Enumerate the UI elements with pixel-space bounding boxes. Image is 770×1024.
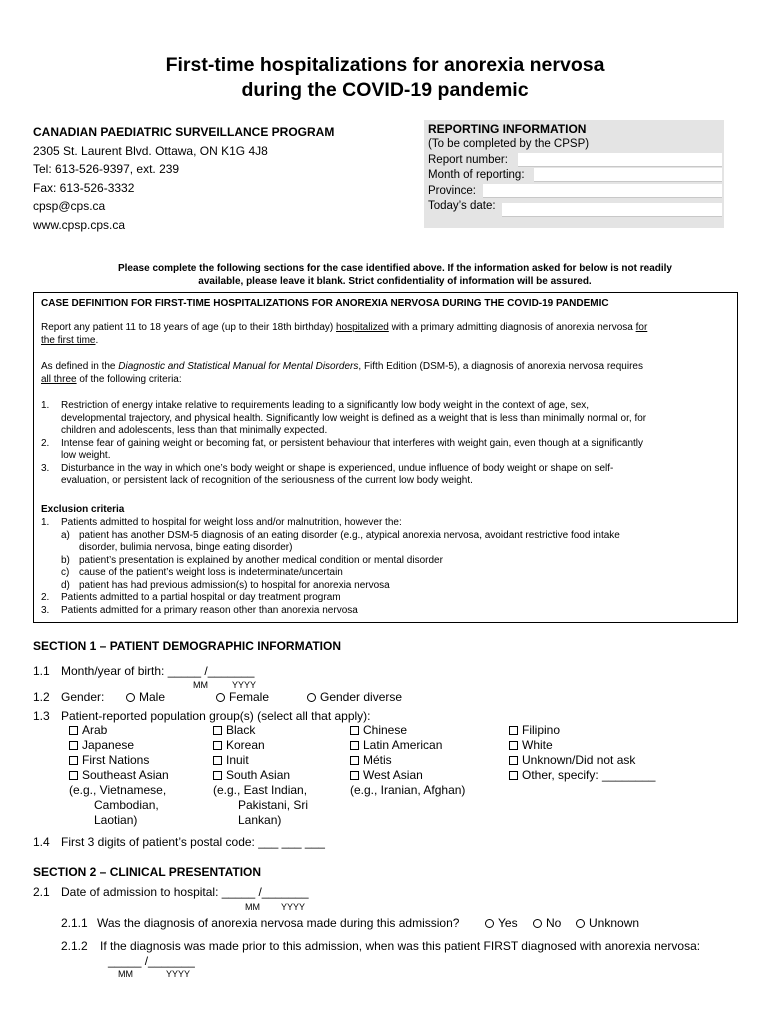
- option-label: Unknown/Did not ask: [522, 753, 636, 767]
- exclusion-1: [41, 517, 731, 530]
- section2-heading: SECTION 2 – CLINICAL PRESENTATION: [33, 865, 262, 879]
- exclusion-1b: [41, 555, 731, 568]
- exclusion-1a: [41, 530, 731, 555]
- q212-date-field[interactable]: _____ /_______: [108, 954, 195, 968]
- option-southeast-asian[interactable]: [69, 768, 169, 783]
- criterion-number: 1.: [41, 400, 50, 411]
- gender-option-male[interactable]: [126, 690, 165, 705]
- sub-text: patient has had previous admission(s) to hospital for anorexia nervosa: [79, 579, 390, 591]
- gender-option-diverse[interactable]: [307, 690, 402, 705]
- col1-note-3: Laotian): [94, 813, 138, 827]
- q21-yyyy-label: YYYY: [281, 902, 306, 912]
- q12-number: 1.2: [33, 690, 50, 704]
- option-latin-american[interactable]: [350, 738, 465, 753]
- population-col-3: [350, 723, 465, 798]
- page-title: [0, 53, 770, 103]
- checkbox-icon[interactable]: [509, 726, 518, 735]
- option-label: Inuit: [226, 753, 249, 767]
- option-label: Latin American: [363, 738, 443, 752]
- criterion-number: 2.: [41, 437, 50, 449]
- p1-for: for: [635, 322, 648, 333]
- org-email: cpsp@cps.ca: [33, 199, 106, 213]
- criterion-line: children and adolescents, less than that minimally expected.: [61, 425, 328, 436]
- checkbox-icon[interactable]: [509, 741, 518, 750]
- q13-number: 1.3: [33, 709, 50, 723]
- q211-label: Was the diagnosis of anorexia nervosa made during this admission?: [97, 916, 460, 930]
- checkbox-icon[interactable]: [509, 771, 518, 780]
- criterion-line: evaluation, or persistent lack of recognition of the seriousness of the current low body weight.: [61, 475, 473, 486]
- case-definition-heading: CASE DEFINITION FOR FIRST-TIME HOSPITALIZATIONS FOR ANOREXIA NERVOSA DURING THE COVID-19 PANDEMIC: [41, 298, 609, 309]
- q14-postal-field[interactable]: First 3 digits of patient’s postal code: ___ ___ ___: [61, 835, 325, 849]
- criterion-line: developmental trajectory, and physical health. Significantly low weight is defined as a weight that is less than minimally normal or, for: [61, 412, 647, 424]
- sub-label: a): [61, 529, 70, 541]
- checkbox-icon[interactable]: [213, 756, 222, 765]
- case-definition-paragraph-2: [41, 361, 731, 386]
- option-japanese[interactable]: [69, 738, 169, 753]
- title-line-1: First-time hospitalizations for anorexia nervosa: [165, 54, 605, 76]
- option-label: Filipino: [522, 723, 561, 737]
- option-chinese[interactable]: [350, 723, 465, 738]
- p1-first-time: the first time: [41, 334, 96, 346]
- p2-dsm-title: Diagnostic and Statistical Manual for Mental Disorders: [118, 361, 359, 372]
- title-line-2: during the COVID-19 pandemic: [241, 79, 529, 101]
- radio-icon[interactable]: [576, 919, 585, 928]
- option-first-nations[interactable]: [69, 753, 169, 768]
- exclusion-number: 2.: [41, 592, 50, 603]
- report-number-field[interactable]: [518, 153, 722, 167]
- checkbox-icon[interactable]: [69, 771, 78, 780]
- col1-note-1: (e.g., Vietnamese,: [69, 783, 167, 797]
- criterion-3: [41, 463, 731, 488]
- checkbox-icon[interactable]: [213, 771, 222, 780]
- q211-option-no[interactable]: [533, 916, 561, 931]
- option-unknown[interactable]: [509, 753, 655, 768]
- checkbox-icon[interactable]: [350, 741, 359, 750]
- todays-date-label: Today’s date:: [428, 200, 496, 212]
- sub-text: disorder, bulimia nervosa, binge eating disorder): [79, 542, 293, 553]
- q211-number: 2.1.1: [61, 916, 88, 930]
- org-name: CANADIAN PAEDIATRIC SURVEILLANCE PROGRAM: [33, 125, 335, 139]
- option-black[interactable]: [213, 723, 308, 738]
- p2-text-c: of the following criteria:: [76, 373, 182, 385]
- checkbox-icon[interactable]: [509, 756, 518, 765]
- option-south-asian[interactable]: [213, 768, 308, 783]
- radio-icon[interactable]: [216, 693, 225, 702]
- option-label: Yes: [498, 916, 518, 930]
- org-tel: Tel: 613-526-9397, ext. 239: [33, 162, 180, 176]
- population-col-2: [213, 723, 308, 828]
- exclusion-list: [41, 517, 731, 617]
- option-label: Male: [139, 690, 166, 704]
- criterion-line: low weight.: [61, 450, 111, 461]
- sub-text: patient’s presentation is explained by another medical condition or mental disorder: [79, 554, 443, 566]
- radio-icon[interactable]: [307, 693, 316, 702]
- todays-date-field[interactable]: [502, 203, 722, 217]
- option-white[interactable]: [509, 738, 655, 753]
- q12-label: Gender:: [61, 690, 105, 704]
- checkbox-icon[interactable]: [350, 756, 359, 765]
- p1-text-b: with a primary admitting diagnosis of anorexia nervosa: [388, 322, 636, 333]
- sub-label: b): [61, 554, 70, 566]
- exclusion-1c: [41, 567, 731, 580]
- p1-text-c: .: [95, 334, 99, 346]
- org-web: www.cpsp.cps.ca: [33, 217, 126, 232]
- sub-text: patient has another DSM-5 diagnosis of an eating disorder (e.g., atypical anorexia nervosa, avoidant restrictive food intake: [79, 529, 620, 541]
- gender-option-female[interactable]: [216, 690, 269, 705]
- checkbox-icon[interactable]: [213, 741, 222, 750]
- option-label: Gender diverse: [320, 690, 403, 704]
- p2-all-three: all three: [41, 373, 77, 385]
- criterion-line: Intense fear of gaining weight or becoming fat, or persistent behaviour that interferes with weight gain, even though at a significantly: [61, 437, 644, 449]
- checkbox-icon[interactable]: [69, 741, 78, 750]
- option-label: White: [522, 738, 553, 752]
- exclusion-text: Patients admitted to hospital for weight loss and/or malnutrition, however the:: [61, 517, 402, 528]
- p1-hospitalized: hospitalized: [336, 322, 389, 333]
- criterion-2: [41, 438, 731, 463]
- instructions-notice: [60, 262, 730, 288]
- option-label: No: [546, 916, 562, 930]
- option-west-asian[interactable]: [350, 768, 465, 783]
- q212-label: If the diagnosis was made prior to this admission, when was this patient FIRST diagnosed with anorexia nervosa:: [100, 939, 701, 953]
- col3-note-1: (e.g., Iranian, Afghan): [350, 783, 466, 797]
- q211-option-yes[interactable]: [485, 916, 518, 931]
- exclusion-text: Patients admitted for a primary reason other than anorexia nervosa: [61, 604, 358, 616]
- q211-option-unknown[interactable]: [576, 916, 639, 931]
- q21-number: 2.1: [33, 885, 50, 899]
- option-label: Female: [229, 690, 270, 704]
- criteria-list: [41, 400, 731, 488]
- notice-line-1: Please complete the following sections for the case identified above. If the information asked for below is not readily: [117, 263, 672, 274]
- q13-label: Patient-reported population group(s) (select all that apply):: [61, 709, 371, 723]
- col2-note-1: (e.g., East Indian,: [213, 783, 308, 797]
- criterion-number: 3.: [41, 462, 50, 474]
- org-fax: Fax: 613-526-3332: [33, 180, 135, 195]
- q11-number: 1.1: [33, 664, 50, 678]
- option-korean[interactable]: [213, 738, 308, 753]
- q212-number: 2.1.2: [61, 939, 88, 953]
- exclusion-number: 1.: [41, 517, 50, 528]
- sub-text: cause of the patient’s weight loss is indeterminate/uncertain: [79, 567, 343, 578]
- exclusion-1d: [41, 580, 731, 593]
- option-label: Métis: [363, 753, 392, 767]
- p1-text-a: Report any patient 11 to 18 years of age (up to their 18th birthday): [41, 322, 336, 333]
- case-definition-box: [33, 292, 738, 623]
- option-label: Arab: [82, 723, 108, 737]
- criterion-line: Disturbance in the way in which one’s body weight or shape is experienced, undue influence of body weight or shape on self-: [61, 462, 614, 474]
- reporting-note: (To be completed by the CPSP): [428, 138, 590, 150]
- col2-note-3: Lankan): [238, 813, 282, 827]
- col2-note-2: Pakistani, Sri: [238, 798, 309, 812]
- org-address: 2305 St. Laurent Blvd. Ottawa, ON K1G 4J8: [33, 143, 268, 158]
- option-label: West Asian: [363, 768, 423, 782]
- q11-mm-label: MM: [193, 680, 208, 690]
- notice-line-2: available, please leave it blank. Strict confidentiality of information will be assured.: [198, 276, 592, 287]
- criterion-line: Restriction of energy intake relative to requirements leading to a significantly low body weight in the context of age, sex,: [61, 400, 590, 411]
- section1-heading: SECTION 1 – PATIENT DEMOGRAPHIC INFORMATION: [33, 639, 342, 653]
- exclusion-number: 3.: [41, 604, 50, 616]
- checkbox-icon[interactable]: [350, 771, 359, 780]
- population-col-4: [509, 723, 655, 783]
- q14-number: 1.4: [33, 835, 50, 849]
- reporting-heading: REPORTING INFORMATION: [428, 122, 587, 136]
- radio-icon[interactable]: [485, 919, 494, 928]
- province-field[interactable]: [483, 184, 722, 198]
- radio-icon[interactable]: [126, 693, 135, 702]
- q21-admission-field[interactable]: Date of admission to hospital: _____ /_______: [61, 885, 309, 899]
- province-label: Province:: [428, 185, 476, 197]
- option-label: Unknown: [589, 916, 640, 930]
- q212-mm-label: MM: [118, 969, 133, 979]
- option-other[interactable]: [509, 768, 655, 783]
- exclusion-text: Patients admitted to a partial hospital or day treatment program: [61, 592, 341, 603]
- option-label: Southeast Asian: [82, 768, 169, 782]
- q11-birth-field[interactable]: Month/year of birth: _____ /_______: [61, 664, 255, 678]
- case-definition-paragraph-1: [41, 322, 731, 347]
- checkbox-icon[interactable]: [213, 726, 222, 735]
- checkbox-icon[interactable]: [69, 756, 78, 765]
- population-col-1: [69, 723, 169, 828]
- option-label: Other, specify: ________: [522, 768, 656, 782]
- option-label: South Asian: [226, 768, 291, 782]
- month-reporting-field[interactable]: [534, 168, 722, 182]
- option-label: Japanese: [82, 738, 135, 752]
- p2-text-a: As defined in the: [41, 361, 119, 372]
- q21-mm-label: MM: [245, 902, 260, 912]
- option-label: Black: [226, 723, 256, 737]
- q11-yyyy-label: YYYY: [232, 680, 257, 690]
- sub-label: d): [61, 579, 70, 591]
- option-label: Korean: [226, 738, 265, 752]
- exclusion-2: [41, 592, 731, 605]
- option-filipino[interactable]: [509, 723, 655, 738]
- checkbox-icon[interactable]: [350, 726, 359, 735]
- radio-icon[interactable]: [533, 919, 542, 928]
- option-label: Chinese: [363, 723, 408, 737]
- p2-text-b: , Fifth Edition (DSM-5), a diagnosis of anorexia nervosa requires: [358, 361, 643, 372]
- criterion-1: [41, 400, 731, 438]
- org-contact-block: [33, 123, 334, 234]
- option-label: First Nations: [82, 753, 150, 767]
- month-reporting-label: Month of reporting:: [428, 169, 525, 181]
- option-inuit[interactable]: [213, 753, 308, 768]
- col1-note-2: Cambodian,: [94, 798, 159, 812]
- q212-yyyy-label: YYYY: [166, 969, 191, 979]
- checkbox-icon[interactable]: [69, 726, 78, 735]
- exclusion-heading: Exclusion criteria: [41, 504, 125, 515]
- sub-label: c): [61, 567, 70, 578]
- exclusion-3: [41, 605, 731, 618]
- option-arab[interactable]: [69, 723, 169, 738]
- report-number-label: Report number:: [428, 154, 508, 166]
- option-metis[interactable]: [350, 753, 465, 768]
